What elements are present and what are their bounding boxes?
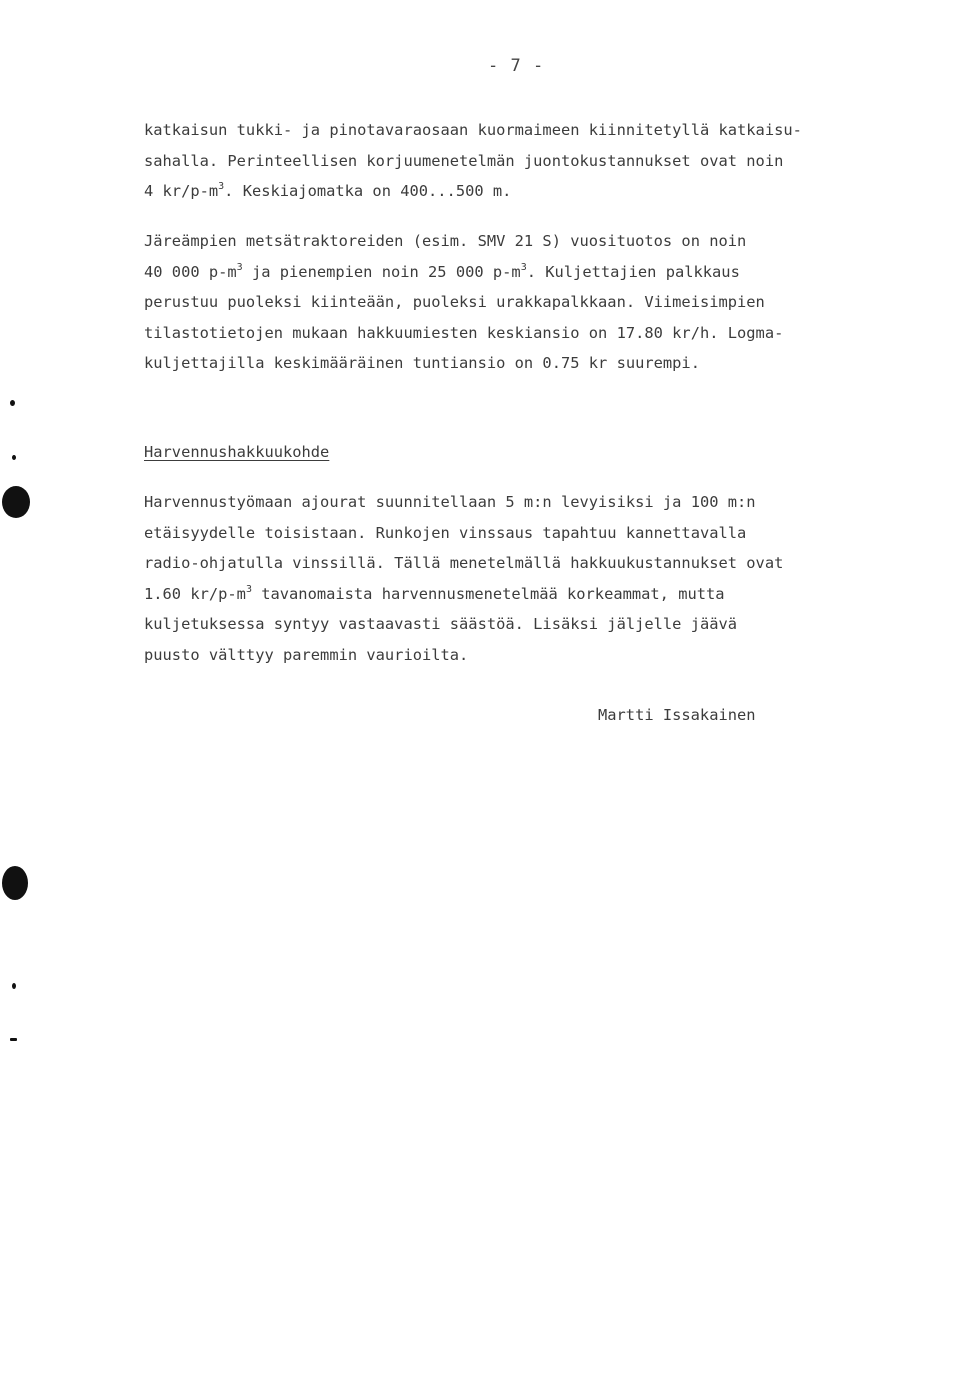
scan-speck [10, 400, 15, 406]
author-signature: Martti Issakainen [598, 706, 756, 724]
superscript: 3 [236, 261, 243, 273]
text-line: sahalla. Perinteellisen korjuumenetelmän juontokustannukset ovat noin [144, 151, 784, 170]
paragraph-tractor-output [144, 226, 904, 379]
text-line: katkaisun tukki- ja pinotavaraosaan kuormaimeen kiinnitetyllä katkaisu- [144, 121, 802, 139]
superscript: 3 [520, 261, 527, 273]
text-line: perustuu puoleksi kiinteään, puoleksi urakkapalkkaan. Viimeisimpien [144, 293, 765, 311]
scan-speck [10, 1038, 17, 1041]
text-line: puusto välttyy paremmin vaurioilta. [144, 645, 469, 664]
page-number: - 7 - [488, 56, 545, 76]
text-line: radio-ohjatulla vinssillä. Tällä menetelmällä hakkuukustannukset ovat [144, 554, 784, 572]
punch-hole-mark [2, 866, 28, 900]
text-line: Harvennustyömaan ajourat suunnitellaan 5 m:n levyisiksi ja 100 m:n [144, 493, 756, 511]
text-line: tilastotietojen mukaan hakkuumiesten keskiansio on 17.80 kr/h. Logma- [144, 323, 784, 342]
superscript: 3 [218, 181, 225, 192]
text-line: 1.60 $kr/p-m^3$ tavanomaista harvennusmenetelmää korkeammat, mutta [144, 583, 725, 603]
text-line: kuljettajilla keskimääräinen tuntiansio on 0.75 kr suurempi. [144, 354, 700, 372]
paragraph-thinning-site [144, 487, 904, 670]
text-line: Järeämpien metsätraktoreiden (esim. SMV 21 S) vuosituotos on noin [144, 232, 747, 250]
text-line: 4 $kr/p-m^3$. Keskiajomatka on 400...500 m. [144, 181, 512, 200]
paragraph-logging-method [144, 115, 904, 207]
section-heading: Harvennushakkuukohde [144, 443, 330, 461]
text-line: 40 000 $p-m^3$ ja pienempien noin 25 000 $p-m^3$. Kuljettajien palkkaus [144, 261, 740, 281]
scan-speck [12, 983, 16, 989]
scan-speck [12, 455, 16, 460]
punch-hole-mark [2, 486, 30, 518]
superscript: 3 [245, 583, 252, 595]
text-line: etäisyydelle toisistaan. Runkojen vinssaus tapahtuu kannettavalla [144, 523, 747, 542]
text-line: kuljetuksessa syntyy vastaavasti säästöä. Lisäksi jäljelle jäävä [144, 615, 738, 633]
